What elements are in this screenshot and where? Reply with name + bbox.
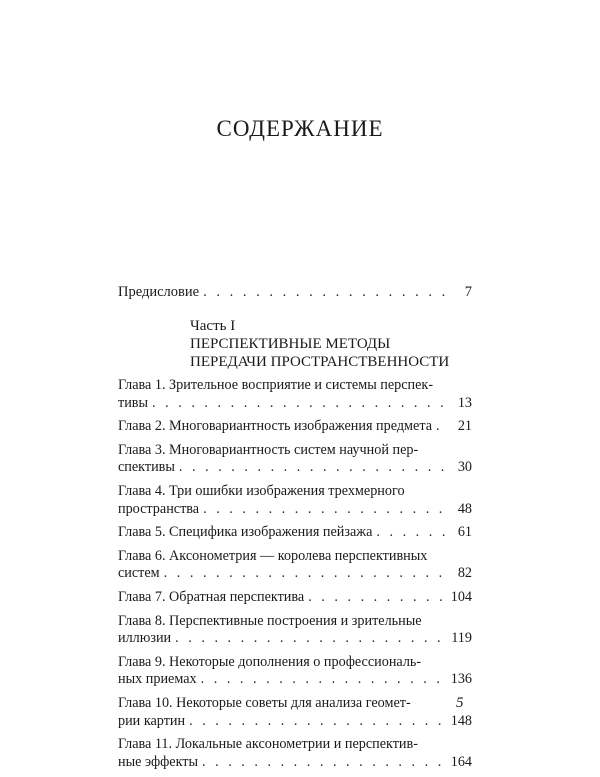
part-title-line: ПЕРЕДАЧИ ПРОСТРАНСТВЕННОСТИ: [190, 354, 450, 370]
toc-entry-title: Глава 4. Три ошибки изображения трехмерного: [118, 482, 405, 499]
toc-entry-title: рии картин: [118, 712, 186, 729]
toc-page-number: 164: [450, 753, 472, 770]
toc-entry-last-line: [118, 395, 472, 413]
toc-entry-last-line: [118, 524, 472, 542]
dot-leader: [203, 501, 446, 519]
toc-entry-title: Глава 11. Локальные аксонометрии и перспектив-: [118, 736, 418, 753]
toc-entry-title: Глава 8. Перспективные построения и зрительные: [118, 612, 422, 629]
toc-entry-title: ные эффекты: [118, 753, 199, 770]
toc-page-number: 7: [464, 284, 472, 300]
page-title: СОДЕРЖАНИЕ: [216, 116, 384, 141]
toc-entry-last-line: [118, 589, 472, 607]
toc-entry-chapter-3[interactable]: [118, 442, 472, 477]
toc-entry-chapter-6[interactable]: [118, 548, 472, 583]
dot-leader: [152, 395, 446, 413]
part-heading: [190, 317, 449, 371]
toc-entry-title: Глава 1. Зрительное восприятие и системы перспек-: [118, 377, 434, 393]
toc-entry-last-line: [118, 671, 472, 689]
toc-entry-chapter-11[interactable]: [118, 736, 472, 771]
toc-page-number: 104: [450, 588, 472, 605]
dot-leader: [202, 754, 446, 772]
toc-page-number: 48: [457, 500, 472, 517]
toc-page-number: 136: [450, 671, 472, 688]
toc-entry-last-line: [118, 630, 472, 648]
toc-page-number: 148: [450, 712, 472, 729]
toc-entry-title: Глава 7. Обратная перспектива: [118, 588, 305, 605]
toc-entry-label: Предисловие: [118, 284, 200, 300]
toc-entry-title: ных приемах: [118, 671, 197, 688]
toc-page-number: 13: [457, 394, 472, 411]
toc-page-number: 30: [457, 459, 472, 476]
toc-entry-title: тивы: [118, 394, 149, 411]
dot-leader: [308, 589, 446, 607]
toc-entry-chapter-7[interactable]: [118, 589, 472, 607]
toc-entry-title: Глава 5. Специфика изображения пейзажа: [118, 524, 373, 541]
toc-entry-title: иллюзии: [118, 630, 172, 647]
part-title-line: ПЕРСПЕКТИВНЫЕ МЕТОДЫ: [190, 336, 391, 352]
toc-page-number: 82: [457, 565, 472, 582]
toc-entry-chapter-8[interactable]: [118, 613, 472, 648]
toc-entry-preface[interactable]: [118, 284, 472, 301]
toc-entry-title: Глава 9. Некоторые дополнения о профессиональ-: [118, 653, 422, 670]
dot-leader: [436, 418, 446, 436]
table-of-contents: [118, 377, 472, 777]
toc-entry-chapter-5[interactable]: [118, 524, 472, 542]
toc-entry-title: пространства: [118, 500, 200, 517]
toc-entry-title: Глава 6. Аксонометрия — королева перспективных: [118, 547, 428, 564]
toc-entry-title: систем: [118, 565, 160, 582]
toc-entry-last-line: [118, 713, 472, 731]
toc-entry-chapter-4[interactable]: [118, 483, 472, 518]
part-number: Часть I: [190, 318, 236, 334]
dot-leader: [164, 565, 446, 583]
toc-entry-chapter-2[interactable]: [118, 418, 472, 436]
toc-entry-title: Глава 2. Многовариантность изображения предмета: [118, 418, 433, 435]
dot-leader: [203, 284, 446, 301]
dot-leader: [201, 671, 446, 689]
toc-entry-last-line: [118, 418, 472, 436]
dot-leader: [189, 713, 446, 731]
toc-entry-title: спективы: [118, 459, 175, 476]
toc-entry-chapter-10[interactable]: [118, 695, 472, 730]
toc-entry-last-line: [118, 501, 472, 519]
dot-leader: [179, 459, 446, 477]
dot-leader: [376, 524, 446, 542]
toc-page-number: 21: [457, 418, 472, 435]
toc-page-number: 119: [451, 630, 472, 647]
page-number: 5: [456, 695, 464, 711]
toc-entry-last-line: [118, 754, 472, 772]
toc-entry-title: Глава 3. Многовариантность систем научной пер-: [118, 441, 419, 458]
dot-leader: [175, 630, 446, 648]
toc-page-number: 61: [457, 524, 472, 541]
toc-entry-chapter-9[interactable]: [118, 654, 472, 689]
toc-entry-last-line: [118, 565, 472, 583]
toc-entry-title: Глава 10. Некоторые советы для анализа геомет-: [118, 694, 411, 711]
toc-entry-last-line: [118, 459, 472, 477]
toc-entry-chapter-1[interactable]: [118, 377, 472, 412]
